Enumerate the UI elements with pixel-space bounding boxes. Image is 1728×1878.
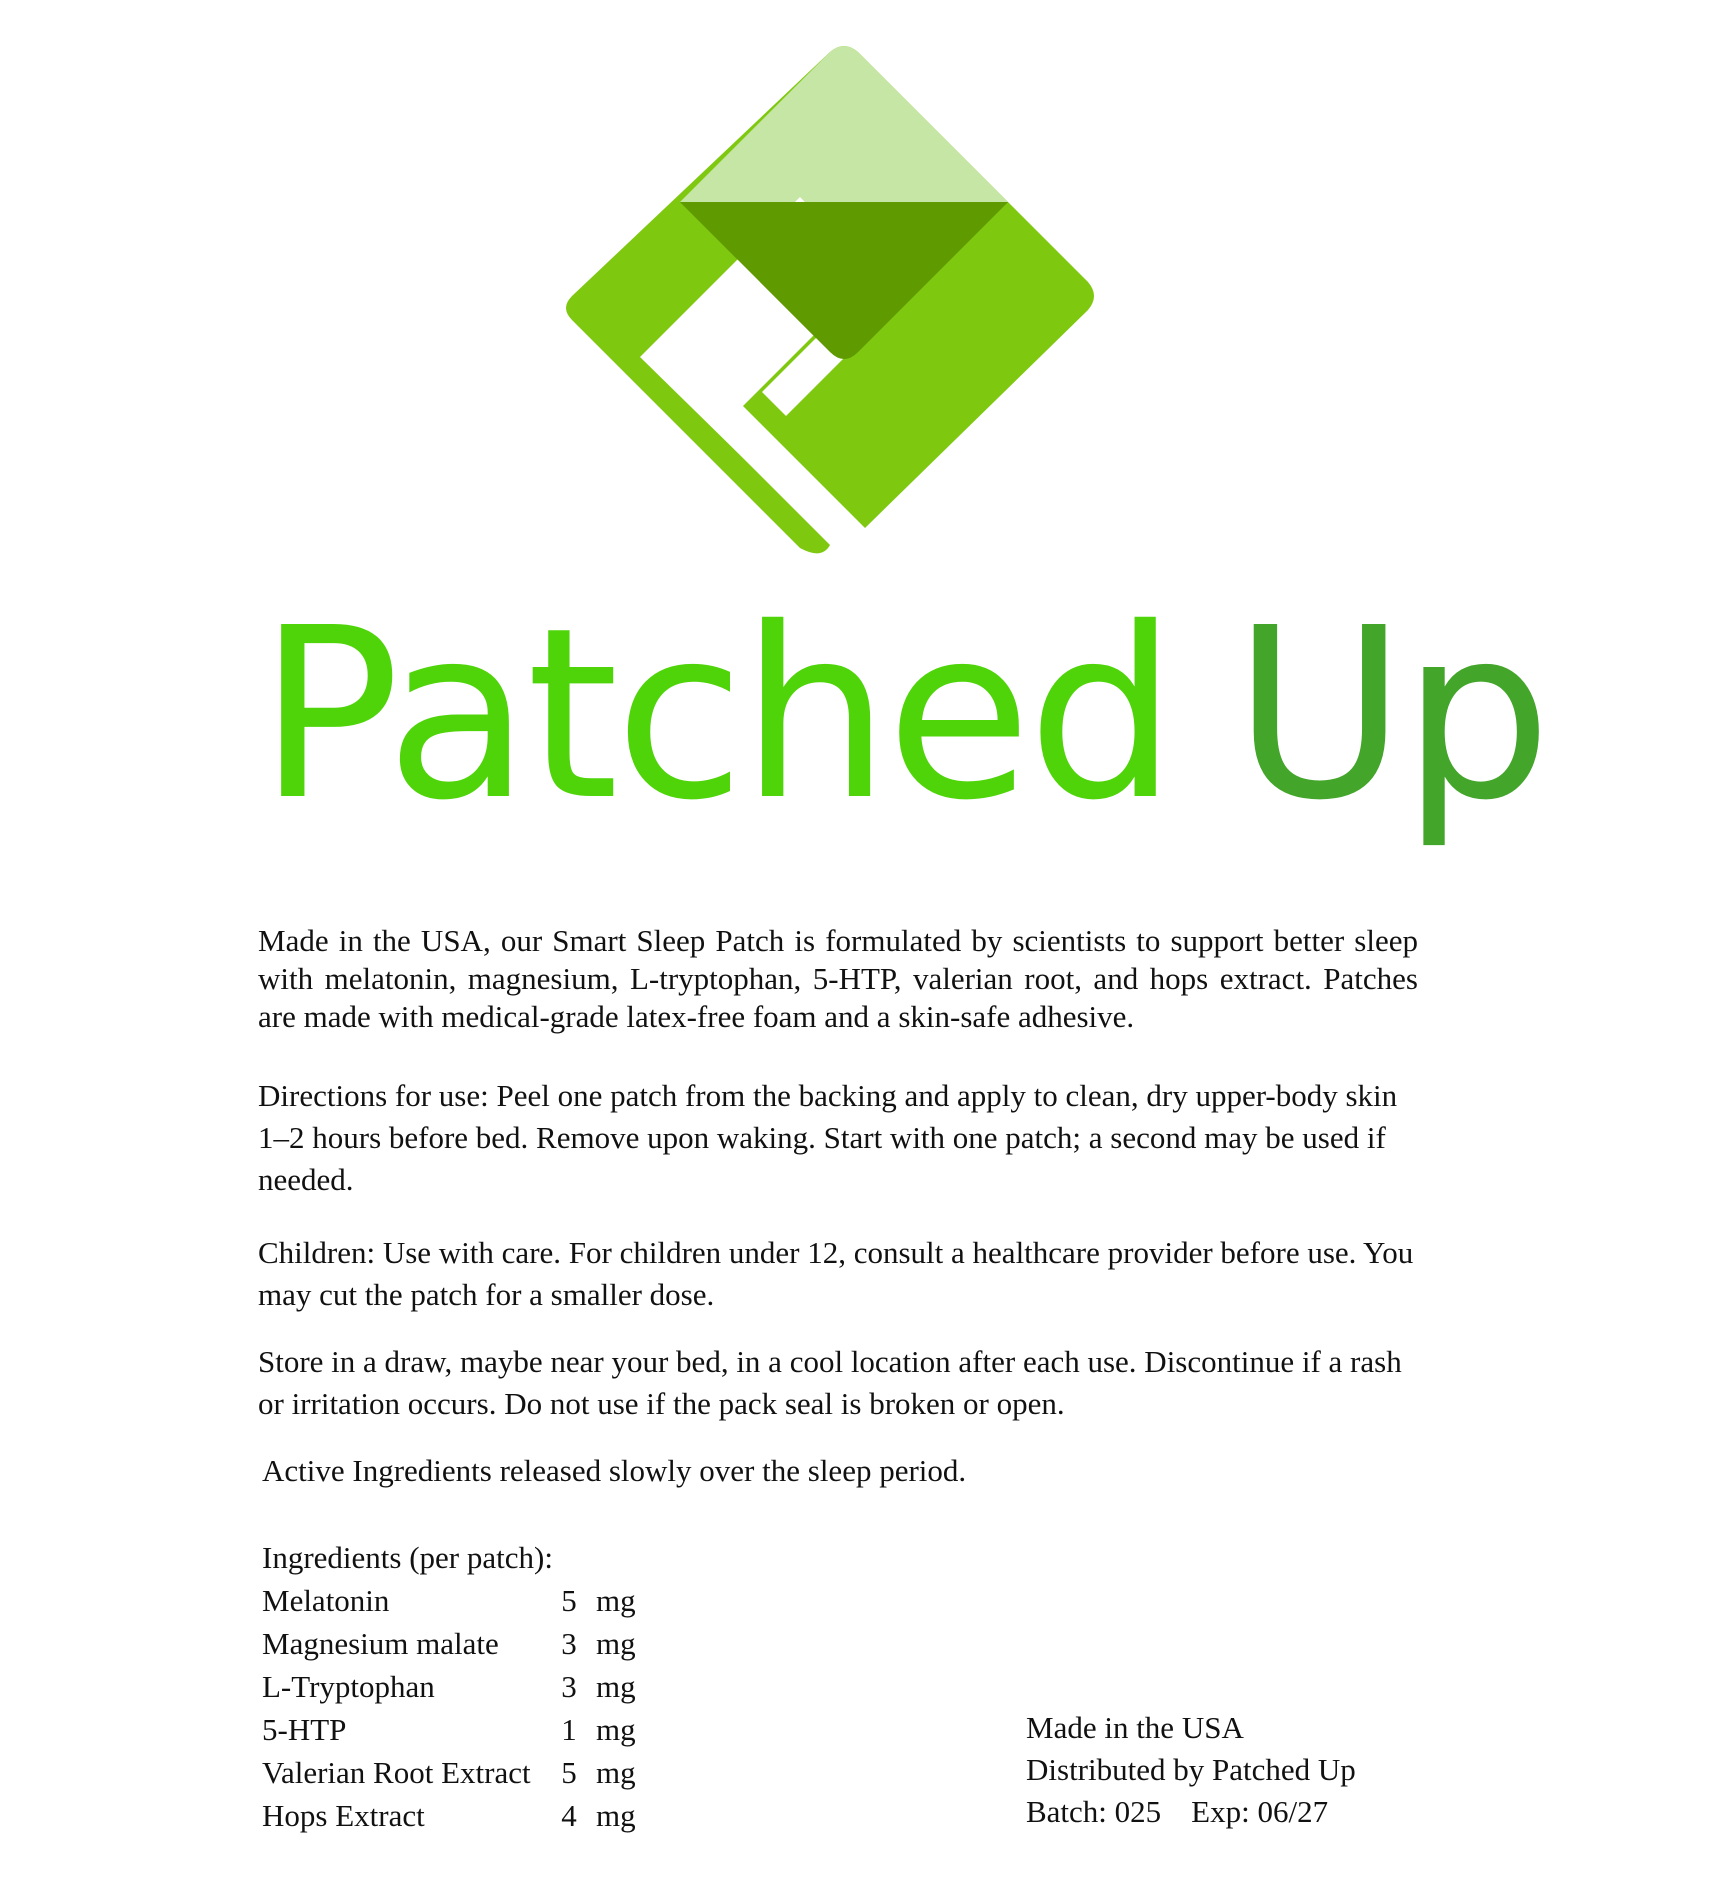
children-warning: Children: Use with care. For children under 12, consult a healthcare provider before use. You may cut the patch for a smaller dose. [258,1235,1414,1312]
ingredient-row [262,1622,636,1665]
ingredient-unit: mg [596,1583,636,1618]
active-ingredients-note: Active Ingredients released slowly over the sleep period. [262,1453,967,1488]
brand-name-patched: Patched [258,577,1174,852]
ingredient-row [262,1708,636,1751]
ingredient-qty: 4 [561,1798,577,1833]
ingredient-name: Melatonin [262,1583,390,1618]
ingredient-name: Hops Extract [262,1798,425,1833]
ingredient-row [262,1794,636,1837]
ingredient-unit: mg [596,1626,636,1661]
ingredient-qty: 3 [561,1626,577,1661]
ingredient-unit: mg [596,1712,636,1747]
brand-name-up: Up [1233,577,1548,852]
ingredient-unit: mg [596,1755,636,1790]
ingredient-row [262,1665,636,1708]
batch-exp-line [1026,1791,1356,1833]
ingredient-qty: 5 [561,1583,577,1618]
ingredient-unit: mg [596,1798,636,1833]
ingredient-unit: mg [596,1669,636,1704]
made-in-label: Made in the USA [1026,1710,1244,1745]
ingredient-row [262,1751,636,1794]
ingredient-row [262,1579,636,1622]
product-description: Made in the USA, our Smart Sleep Patch is formulated by scientists to support better sleep with melatonin, magnesium, L-tryptophan, 5-HTP, valerian root, and hops extract. Patches are made with medical-grade latex-free foam and a skin-safe adhesive. [258,923,1418,1034]
brand-wordmark [258,577,1548,852]
ingredient-name: Magnesium malate [262,1626,499,1661]
ingredient-name: L-Tryptophan [262,1669,435,1704]
ingredient-qty: 1 [561,1712,577,1747]
ingredient-name: 5-HTP [262,1712,347,1747]
distributor-label: Distributed by Patched Up [1026,1752,1356,1787]
ingredients-list [262,1537,636,1837]
expiry-date: Exp: 06/27 [1191,1794,1329,1829]
ingredient-name: Valerian Root Extract [262,1755,531,1790]
manufacturer-info [1026,1707,1356,1833]
ingredient-qty: 5 [561,1755,577,1790]
directions-text: Directions for use: Peel one patch from the backing and apply to clean, dry upper-body skin 1–2 hours before bed. Remove upon waking. Start with one patch; a second may be used if needed. [258,1078,1398,1197]
ingredient-qty: 3 [561,1669,577,1704]
storage-instructions: Store in a draw, maybe near your bed, in a cool location after each use. Discontinue if a rash or irritation occurs. Do not use if the pack seal is broken or open. [258,1344,1402,1421]
patch-p-diamond-icon [560,40,1100,580]
batch-number: Batch: 025 [1026,1794,1162,1829]
ingredients-heading: Ingredients (per patch): [262,1540,553,1575]
